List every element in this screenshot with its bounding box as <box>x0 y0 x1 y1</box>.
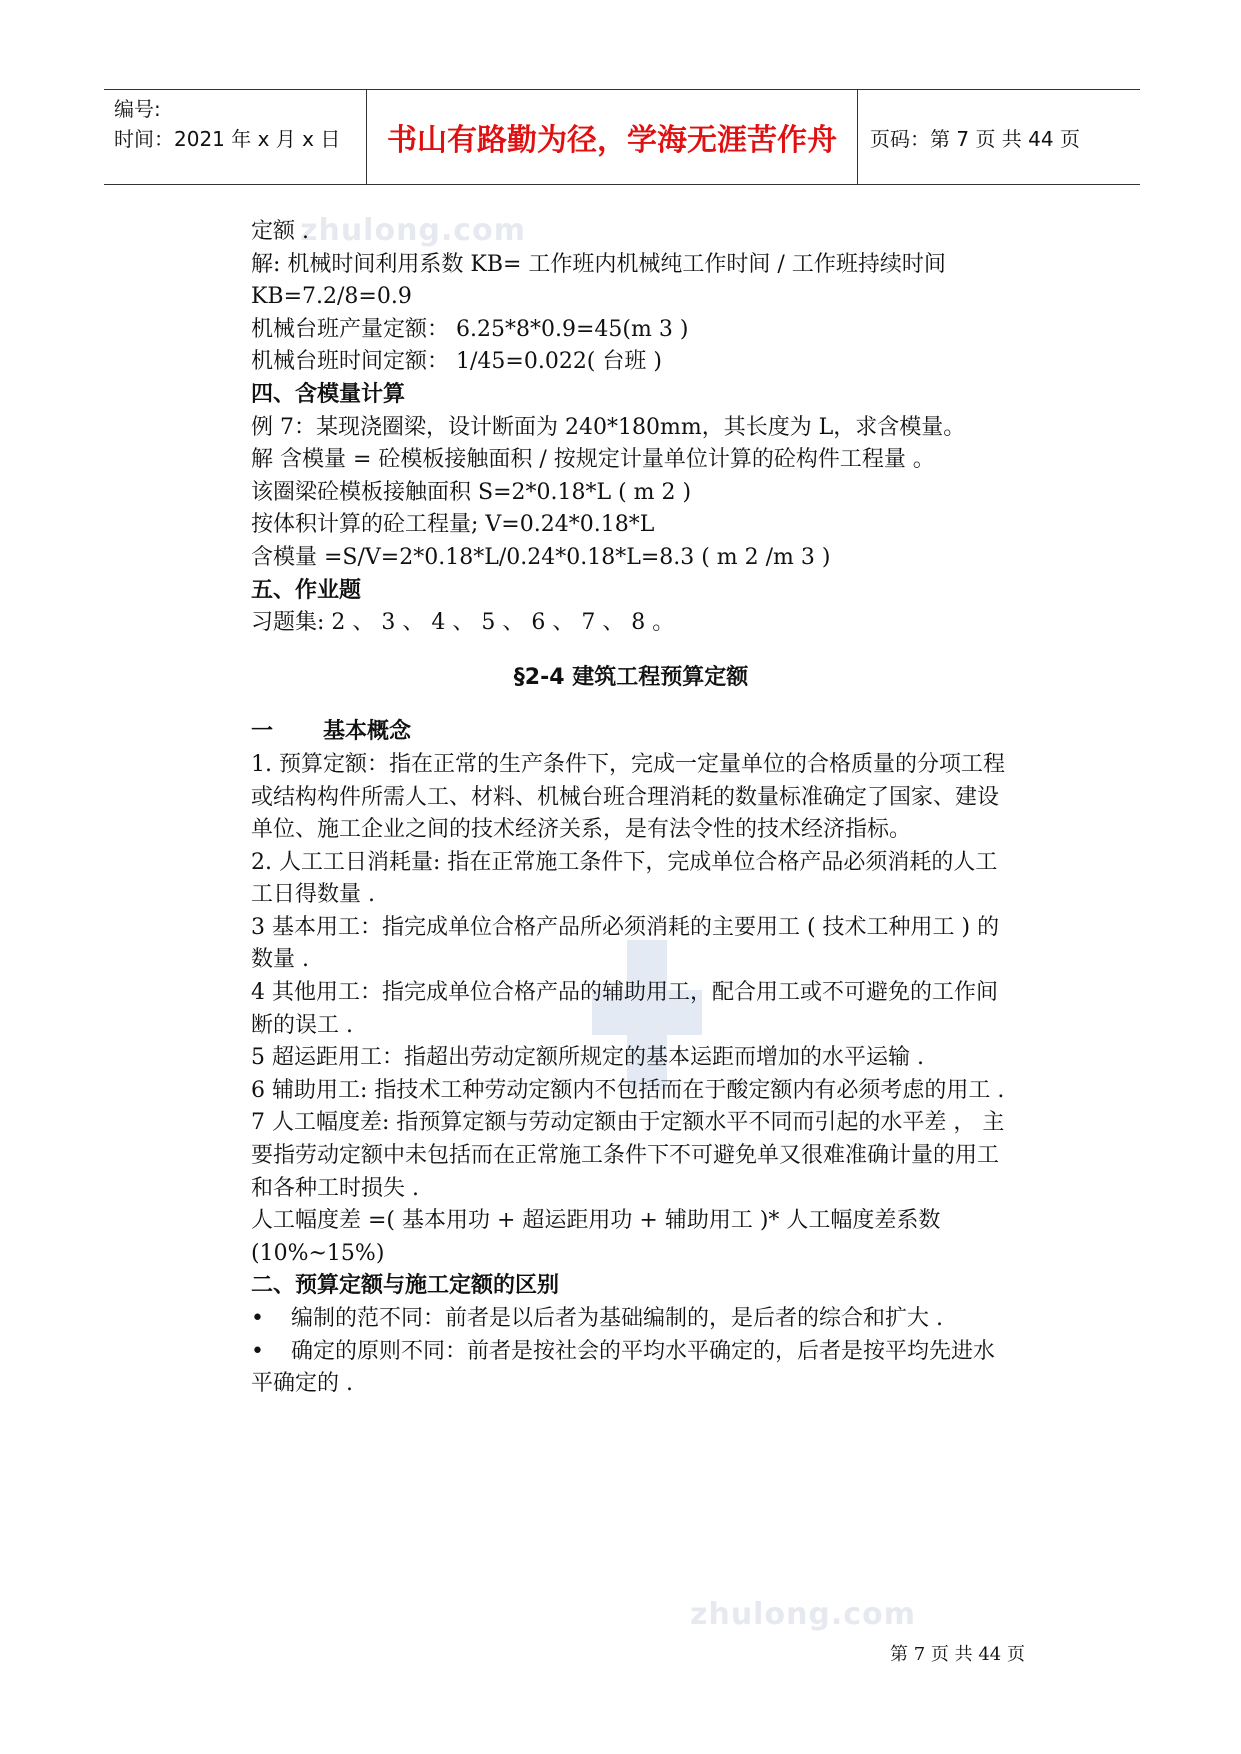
body-line: 机械台班产量定额： 6.25*8*0.9=45(m 3 ) <box>251 316 689 342</box>
bullet-item <box>251 1336 1011 1401</box>
document-body <box>251 216 1011 1401</box>
heading-mold-calc: 四、含模量计算 <box>251 381 406 407</box>
number-label: 编号: <box>114 97 161 121</box>
paragraph: 人工幅度差 =( 基本用功 + 超运距用功 + 辅助用工 )* 人工幅度差系数 (10%~15%) <box>251 1208 941 1266</box>
paragraph: 7 人工幅度差: 指预算定额与劳动定额由于定额水平不同而引起的水平差 ， 主要指劳动定额中未包括而在正常施工条件下不可避免单又很难准确计量的用工和各种工时损失 . <box>251 1110 1005 1201</box>
paragraph: 2. 人工工日消耗量: 指在正常施工条件下，完成单位合格产品必须消耗的人工工日得数量 . <box>251 849 998 908</box>
bullet-text: 编制的范不同：前者是以后者为基础编制的，是后者的综合和扩大 . <box>291 1306 943 1331</box>
body-line: 例 7：某现浇圈梁，设计断面为 240*180mm，其长度为 L，求含模量。 <box>251 414 966 440</box>
bullet-text: 确定的原则不同：前者是按社会的平均水平确定的，后者是按平均先进水平确定的 . <box>251 1338 996 1397</box>
heading-basic-concepts <box>251 716 1011 749</box>
bullet-item <box>251 1303 1011 1336</box>
body-line: 按体积计算的砼工程量; V=0.24*0.18*L <box>251 512 655 538</box>
bullet-icon: • <box>251 1338 264 1364</box>
header-motto: 书山有路勤为径，学海无涯苦作舟 <box>367 90 858 184</box>
header-left-cell <box>104 90 367 184</box>
body-line: 机械台班时间定额： 1/45=0.022( 台班 ) <box>251 349 662 375</box>
body-line: 解 含模量 = 砼模板接触面积 / 按规定计量单位计算的砼构件工程量 。 <box>251 447 935 473</box>
paragraph: 1. 预算定额：指在正常的生产条件下，完成一定量单位的合格质量的分项工程或结构构件所需人工、材料、机械台班合理消耗的数量标准确定了国家、建设单位、施工企业之间的技术经济关系，是有法令性的技术经济指标。 <box>251 751 1005 843</box>
body-line: 习题集: 2 、 3 、 4 、 5 、 6 、 7 、 8 。 <box>251 610 675 636</box>
body-line: 含模量 =S/V=2*0.18*L/0.24*0.18*L=8.3 ( m 2 /m 3 ) <box>251 544 831 570</box>
heading-homework: 五、作业题 <box>251 577 362 603</box>
time-label: 时间：2021 年 x 月 x 日 <box>114 127 341 151</box>
paragraph: 3 基本用工：指完成单位合格产品所必须消耗的主要用工 ( 技术工种用工 ) 的数量 . <box>251 914 1000 973</box>
body-line: 定额 . <box>251 219 309 244</box>
paragraph: 6 辅助用工: 指技术工种劳动定额内不包括而在于酸定额内有必须考虑的用工 . <box>251 1077 1005 1103</box>
watermark-top: zhulong.com <box>300 213 526 248</box>
paragraph: 4 其他用工：指完成单位合格产品的辅助用工，配合用工或不可避免的工作间断的误工 . <box>251 980 998 1038</box>
body-line: 解: 机械时间利用系数 KB= 工作班内机械纯工作时间 / 工作班持续时间 KB=7.2/8=0.9 <box>251 251 946 310</box>
heading-text: 基本概念 <box>323 719 412 745</box>
bullet-icon: • <box>251 1306 264 1331</box>
heading-number: 一 <box>251 719 274 745</box>
paragraph: 5 超运距用工：指超出劳动定额所规定的基本运距而增加的水平运输 . <box>251 1045 924 1071</box>
body-line: 该圈梁砼模板接触面积 S=2*0.18*L ( m 2 ) <box>251 479 692 505</box>
heading-differences: 二、预算定额与施工定额的区别 <box>251 1273 560 1299</box>
page-header <box>104 89 1140 185</box>
page-footer: 第 7 页 共 44 页 <box>890 1644 1025 1665</box>
header-page-info: 页码：第 7 页 共 44 页 <box>870 126 1080 151</box>
section-title: §2-4 建筑工程预算定额 <box>513 664 749 690</box>
watermark-bottom: zhulong.com <box>690 1597 916 1632</box>
